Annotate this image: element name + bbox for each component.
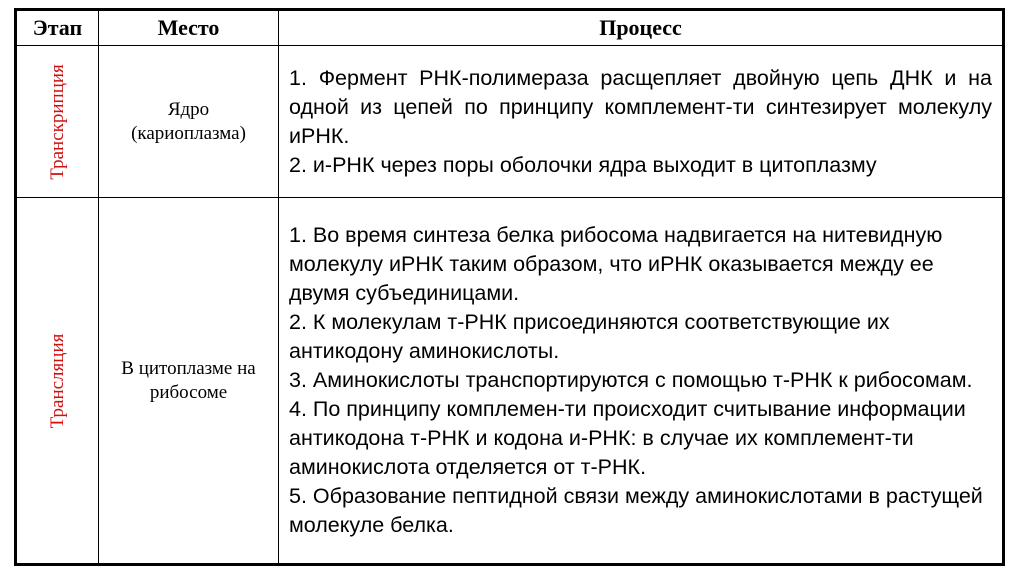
process-item: 3. Аминокислоты транспортируются с помощью т-РНК к рибосомам.	[289, 368, 973, 392]
process-item: 4. По принципу комплемен-ти происходит считывание информации антикодона т-РНК и кодона и-РНК: в случае их комплемент-ти аминокислота отделяется от т-РНК.	[289, 397, 966, 479]
table-header-row	[17, 11, 1003, 46]
process-item: 2. и-РНК через поры оболочки ядра выходит в цитоплазму	[289, 152, 877, 177]
table-row-translation	[17, 198, 1003, 564]
process-cell	[279, 198, 1003, 564]
stage-label: Трансляция	[46, 333, 68, 428]
place-cell	[99, 46, 279, 198]
process-cell	[279, 46, 1003, 198]
process-item: 1. Во время синтеза белка рибосома надвигается на нитевидную молекулу иРНК таким образом, что иРНК оказывается между ее двумя субъединицами.	[289, 223, 943, 305]
stage-cell	[17, 198, 99, 564]
header-stage: Этап	[17, 11, 99, 46]
stage-label: Транскрипция	[46, 63, 68, 180]
header-place: Место	[99, 11, 279, 46]
stage-cell	[17, 46, 99, 198]
place-line: В цитоплазме на	[121, 357, 256, 379]
table-grid	[16, 10, 1003, 564]
process-item: 2. К молекулам т-РНК присоединяются соответствующие их антикодону аминокислоты.	[289, 310, 890, 363]
header-process: Процесс	[279, 11, 1003, 46]
process-item: 1. Фермент РНК-полимераза расщепляет двойную цепь ДНК и на одной из цепей по принципу комплемент-ти синтезирует молекулу иРНК.	[289, 65, 992, 148]
process-item: 5. Образование пептидной связи между аминокислотами в растущей молекуле белка.	[289, 484, 983, 537]
place-line: (кариоплазма)	[131, 122, 246, 144]
table-row-transcription	[17, 46, 1003, 198]
place-line: рибосоме	[149, 381, 228, 403]
place-cell	[99, 198, 279, 564]
place-line: Ядро	[167, 98, 210, 120]
process-table	[14, 8, 1005, 566]
